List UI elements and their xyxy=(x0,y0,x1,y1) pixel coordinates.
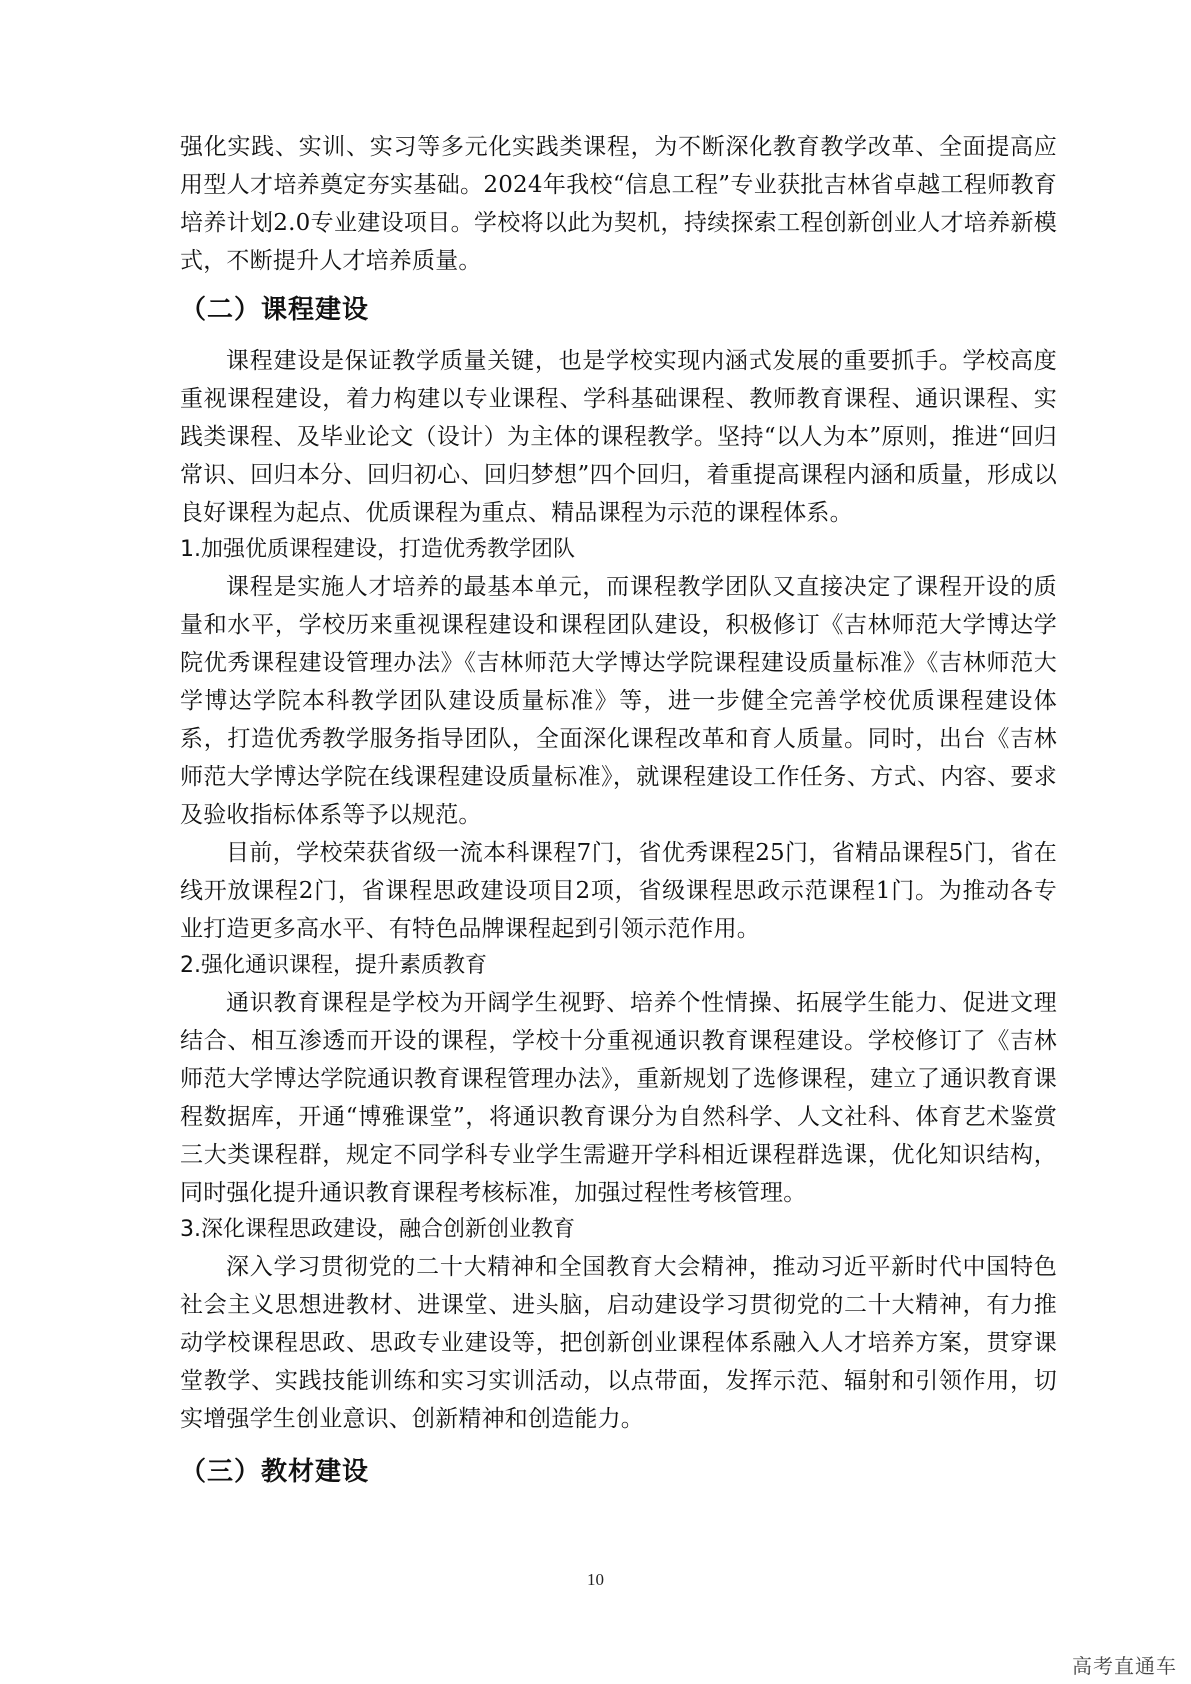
page-number: 10 xyxy=(587,1570,604,1589)
watermark-text: 高考直通车 xyxy=(1072,1654,1177,1678)
subheading-general-education: 2.强化通识课程，提升素质教育 xyxy=(180,953,487,978)
general-education-paragraph: 通识教育课程是学校为开阔学生视野、培养个性情操、拓展学生能力、促进文理结合、相互渗透而开设的课程，学校十分重视通识教育课程建设。学校修订了《吉林师范大学博达学院通识教育课程管理办法》，重新规划了选修课程，建立了通识教育课程数据库，开通“博雅课堂”，将通识教育课分为自然科学、人文社科、体育艺术鉴赏三大类课程群，规定不同学科专业学生需避开学科相近课程群选课，优化知识结构，同时强化提升通识教育课程考核标准，加强过程性考核管理。 xyxy=(180,990,1057,1206)
subheading-ideological-courses: 3.深化课程思政建设，融合创新创业教育 xyxy=(180,1217,575,1242)
section-heading-course-construction: （二）课程建设 xyxy=(180,295,370,325)
ideological-courses-paragraph: 深入学习贯彻党的二十大精神和全国教育大会精神，推动习近平新时代中国特色社会主义思想进教材、进课堂、进头脑，启动建设学习贯彻党的二十大精神，有力推动学校课程思政、思政专业建设等，把创新创业课程体系融入人才培养方案，贯穿课堂教学、实践技能训练和实习实训活动，以点带面，发挥示范、辐射和引领作用，切实增强学生创业意识、创新精神和创造能力。 xyxy=(180,1254,1057,1432)
subheading-quality-courses: 1.加强优质课程建设，打造优秀教学团队 xyxy=(180,537,575,562)
page-content xyxy=(180,128,1057,1504)
section-heading-textbook-construction: （三）教材建设 xyxy=(180,1457,370,1487)
course-construction-paragraph: 课程建设是保证教学质量关键，也是学校实现内涵式发展的重要抓手。学校高度重视课程建设，着力构建以专业课程、学科基础课程、教师教育课程、通识课程、实践类课程、及毕业论文（设计）为主体的课程教学。坚持“以人为本”原则，推进“回归常识、回归本分、回归初心、回归梦想”四个回归，着重提高课程内涵和质量，形成以良好课程为起点、优质课程为重点、精品课程为示范的课程体系。 xyxy=(180,348,1057,526)
quality-courses-paragraph-1: 课程是实施人才培养的最基本单元，而课程教学团队又直接决定了课程开设的质量和水平，学校历来重视课程建设和课程团队建设，积极修订《吉林师范大学博达学院优秀课程建设管理办法》《吉林师范大学博达学院课程建设质量标准》《吉林师范大学博达学院本科教学团队建设质量标准》等，进一步健全完善学校优质课程建设体系，打造优秀教学服务指导团队，全面深化课程改革和育人质量。同时，出台《吉林师范大学博达学院在线课程建设质量标准》，就课程建设工作任务、方式、内容、要求及验收指标体系等予以规范。 xyxy=(180,574,1057,828)
quality-courses-paragraph-2: 目前，学校荣获省级一流本科课程7门，省优秀课程25门，省精品课程5门，省在线开放课程2门，省课程思政建设项目2项，省级课程思政示范课程1门。为推动各专业打造更多高水平、有特色品牌课程起到引领示范作用。 xyxy=(180,840,1057,942)
intro-paragraph: 强化实践、实训、实习等多元化实践类课程，为不断深化教育教学改革、全面提高应用型人才培养奠定夯实基础。2024年我校“信息工程”专业获批吉林省卓越工程师教育培养计划2.0专业建设项目。学校将以此为契机，持续探索工程创新创业人才培养新模式，不断提升人才培养质量。 xyxy=(180,134,1057,274)
